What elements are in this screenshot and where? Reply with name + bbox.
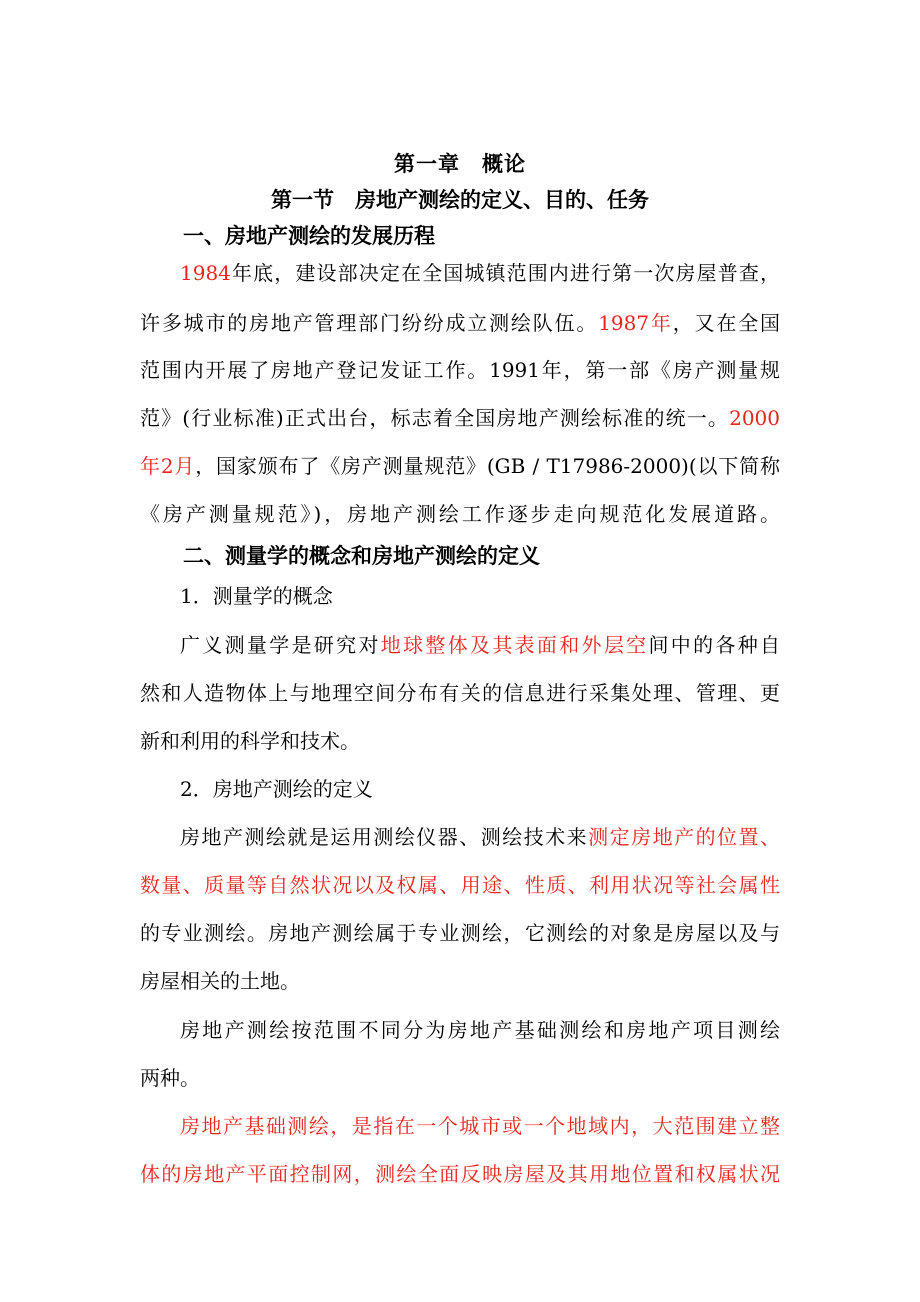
text-span: 范》(行业标准)正式出台，标志着全国房地产测绘标准的统一。 xyxy=(140,406,730,430)
text-span: 年底，建设部决定在全国城镇范围内进行第一次房屋普查， xyxy=(230,261,780,285)
item-surveying-concept: 1．测量学的概念 xyxy=(180,584,333,608)
highlight-text: 地球整体及其表面和外层空 xyxy=(380,633,649,657)
text-span: 间中的各种自 xyxy=(648,633,781,657)
paragraph1-line2 xyxy=(140,310,780,336)
paragraph2-line1 xyxy=(180,632,780,658)
heading-concept-definition: 二、测量学的概念和房地产测绘的定义 xyxy=(183,544,540,568)
section-title: 第一节 房地产测绘的定义、目的、任务 xyxy=(271,188,649,212)
text-span: 房地产测绘就是运用测绘仪器、测绘技术来 xyxy=(180,825,589,849)
text-span: ，又在全国 xyxy=(672,311,781,335)
item-realestate-definition: 2．房地产测绘的定义 xyxy=(180,777,373,801)
highlight-text: 年2月 xyxy=(140,454,196,478)
highlight-text: 测定房地产的位置、 xyxy=(588,825,781,849)
paragraph4-line2: 两种。 xyxy=(140,1066,200,1090)
highlight-text: 2000 xyxy=(729,406,780,430)
paragraph3-line1 xyxy=(180,824,780,850)
paragraph1-line5 xyxy=(140,453,780,479)
highlight-text: 1987年 xyxy=(598,311,673,335)
text-span: 广义测量学是研究对 xyxy=(180,633,381,657)
paragraph1-line6: 《房产测量规范》)，房地产测绘工作逐步走向规范化发展道路。 xyxy=(140,502,780,526)
text-span: 许多城市的房地产管理部门纷纷成立测绘队伍。 xyxy=(140,311,599,335)
paragraph4-line1: 房地产测绘按范围不同分为房地产基础测绘和房地产项目测绘 xyxy=(180,1018,780,1042)
paragraph3-line2: 数量、质量等自然状况以及权属、用途、性质、利用状况等社会属性 xyxy=(140,873,780,897)
paragraph5-line1: 房地产基础测绘，是指在一个城市或一个地域内，大范围建立整 xyxy=(180,1114,780,1138)
text-span: ，国家颁布了《房产测量规范》(GB / T17986-2000)(以下简称 xyxy=(195,454,780,478)
paragraph1-line1 xyxy=(180,260,780,286)
chapter-title: 第一章 概论 xyxy=(394,152,526,176)
paragraph2-line2: 然和人造物体上与地理空间分布有关的信息进行采集处理、管理、更 xyxy=(140,681,780,705)
paragraph3-line3: 的专业测绘。房地产测绘属于专业测绘，它测绘的对象是房屋以及与 xyxy=(140,921,780,945)
paragraph2-line3: 新和利用的科学和技术。 xyxy=(140,729,360,753)
paragraph3-line4: 房屋相关的土地。 xyxy=(140,969,300,993)
paragraph1-line3: 范围内开展了房地产登记发证工作。1991年，第一部《房产测量规 xyxy=(140,358,780,382)
paragraph5-line2: 体的房地产平面控制网，测绘全面反映房屋及其用地位置和权属状况 xyxy=(140,1162,780,1186)
paragraph1-line4 xyxy=(140,405,780,431)
heading-development-history: 一、房地产测绘的发展历程 xyxy=(183,224,435,248)
highlight-text: 1984 xyxy=(180,261,231,285)
